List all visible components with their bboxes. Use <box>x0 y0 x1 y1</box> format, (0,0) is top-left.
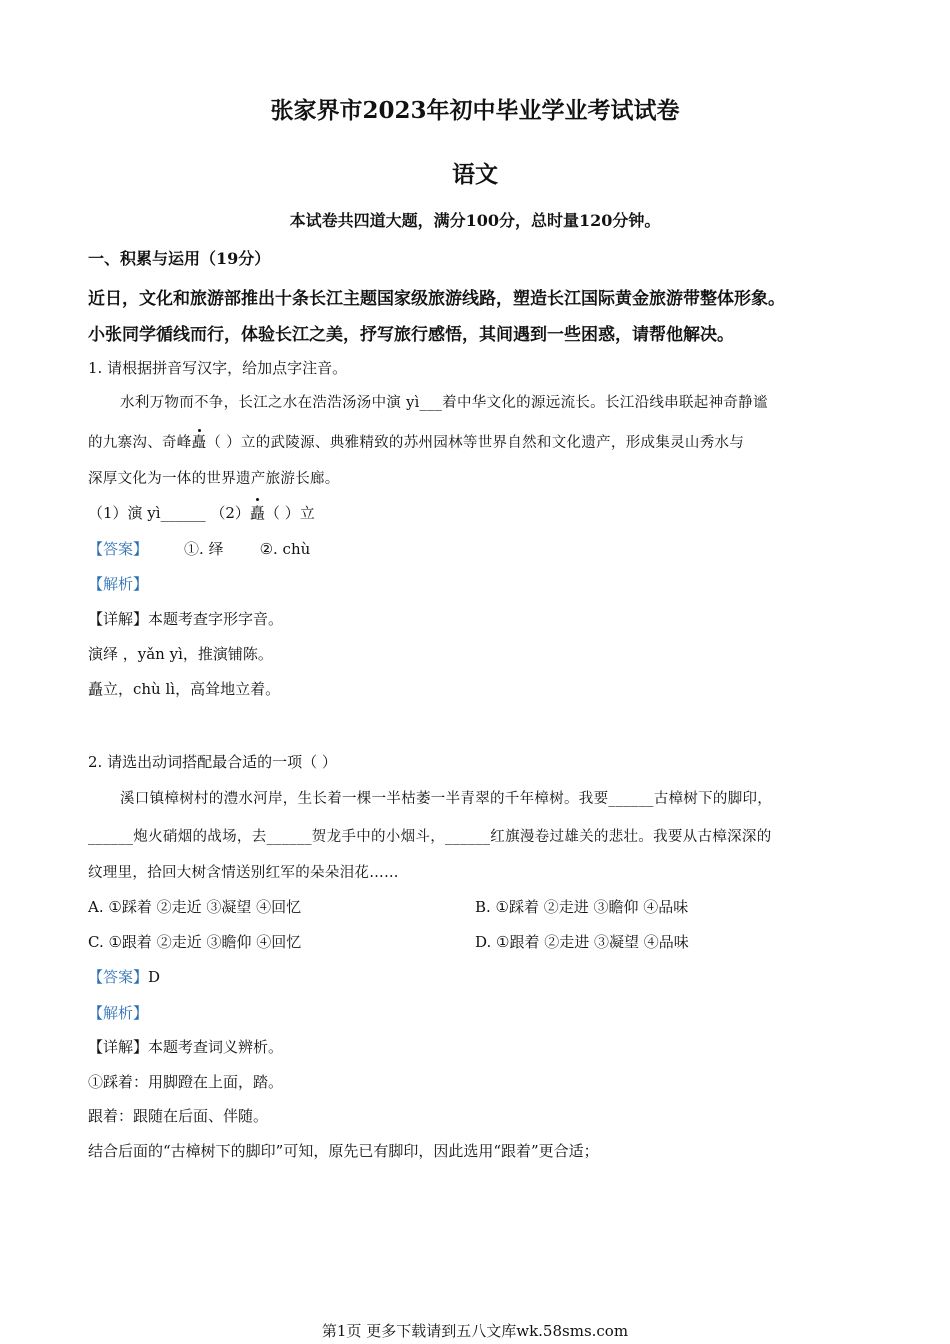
q1-passage-line2 <box>88 431 744 452</box>
q2-option-b: B. ①踩着 ②走进 ③瞻仰 ④品味 <box>475 898 689 916</box>
q2-option-d: D. ①跟着 ②走进 ③凝望 ④品味 <box>475 933 689 951</box>
q1-detail: 【详解】本题考查字形字音。 <box>88 610 284 628</box>
exam-instructions: 本试卷共四道大题，满分100分，总时量120分钟。 <box>289 211 661 230</box>
section-intro-line2: 小张同学循线而行，体验长江之美，抒写旅行感悟，其间遇到一些困惑，请帮他解决。 <box>88 325 734 345</box>
q2-detail: 【详解】本题考查词义辨析。 <box>88 1038 284 1056</box>
dotted-char: 矗 <box>249 504 265 522</box>
q2-answer <box>88 966 160 987</box>
page-footer: 第1页 更多下载请到五八文库wk.58sms.com <box>321 1322 629 1340</box>
q2-explanation-1: ①踩着：用脚蹬在上面，踏。 <box>88 1073 284 1091</box>
dotted-char: 矗 <box>191 435 207 451</box>
q1-analysis-label: 【解析】 <box>88 575 149 593</box>
q2-explanation-3: 结合后面的“古樟树下的脚印”可知，原先已有脚印，因此选用“跟着”更合适； <box>88 1142 599 1160</box>
q1-stem: 1. 请根据拼音写汉字，给加点字注音。 <box>88 359 348 377</box>
q1-passage-line2-post: （ ）立的武陵源、典雅精致的苏州园林等世界自然和文化遗产，形成集灵山秀水与 <box>206 435 745 451</box>
q1-answer-1: ①. 绎 <box>184 540 224 558</box>
q2-passage-line1: 溪口镇樟树村的澧水河岸，生长着一棵一半枯萎一半青翠的千年樟树。我要______古樟树下的脚印， <box>120 791 773 807</box>
answer-label: 【答案】 <box>88 968 149 986</box>
q2-passage-line2: ______炮火硝烟的战场，去______贺龙手中的小烟斗，______红旗漫卷过雄关的悲壮。我要从古樟深深的 <box>88 829 772 845</box>
q1-answer-2: ②. chù <box>259 540 311 558</box>
subject-title: 语文 <box>452 161 498 188</box>
q1-answer <box>88 538 310 559</box>
q1-blanks-post: （ ）立 <box>264 504 315 522</box>
q2-analysis-label: 【解析】 <box>88 1004 149 1022</box>
q2-stem: 2. 请选出动词搭配最合适的一项（ ） <box>88 753 337 771</box>
q1-blanks-pre: （1）演 yì______ （2） <box>88 504 250 522</box>
answer-label: 【答案】 <box>88 540 149 558</box>
q2-option-c: C. ①跟着 ②走近 ③瞻仰 ④回忆 <box>88 933 302 951</box>
q2-explanation-2: 跟着：跟随在后面、伴随。 <box>88 1107 269 1125</box>
q1-explanation-1: 演绎 ，yǎn yì，推演铺陈。 <box>88 645 273 663</box>
q2-answer-value: D <box>148 968 161 986</box>
q2-passage-line3: 纹理里，拾回大树含情送别红军的朵朵泪花…… <box>88 865 399 881</box>
q1-explanation-2: 矗立，chù lì，高耸地立着。 <box>88 680 281 698</box>
section-heading: 一、积累与运用（19分） <box>88 249 271 268</box>
q2-option-a: A. ①踩着 ②走近 ③凝望 ④回忆 <box>88 898 302 916</box>
q1-passage-line3: 深厚文化为一体的世界遗产旅游长廊。 <box>88 471 340 487</box>
q1-blanks <box>88 502 315 523</box>
q1-passage-line1: 水利万物而不争，长江之水在浩浩汤汤中演 yì___着中华文化的源远流长。长江沿线串联起神奇静谧 <box>120 395 768 411</box>
exam-title: 张家界市2023年初中毕业学业考试试卷 <box>270 97 680 124</box>
q1-passage-line2-pre: 的九寨沟、奇峰 <box>88 435 192 451</box>
section-intro-line1: 近日，文化和旅游部推出十条长江主题国家级旅游线路，塑造长江国际黄金旅游带整体形象。 <box>88 289 785 309</box>
